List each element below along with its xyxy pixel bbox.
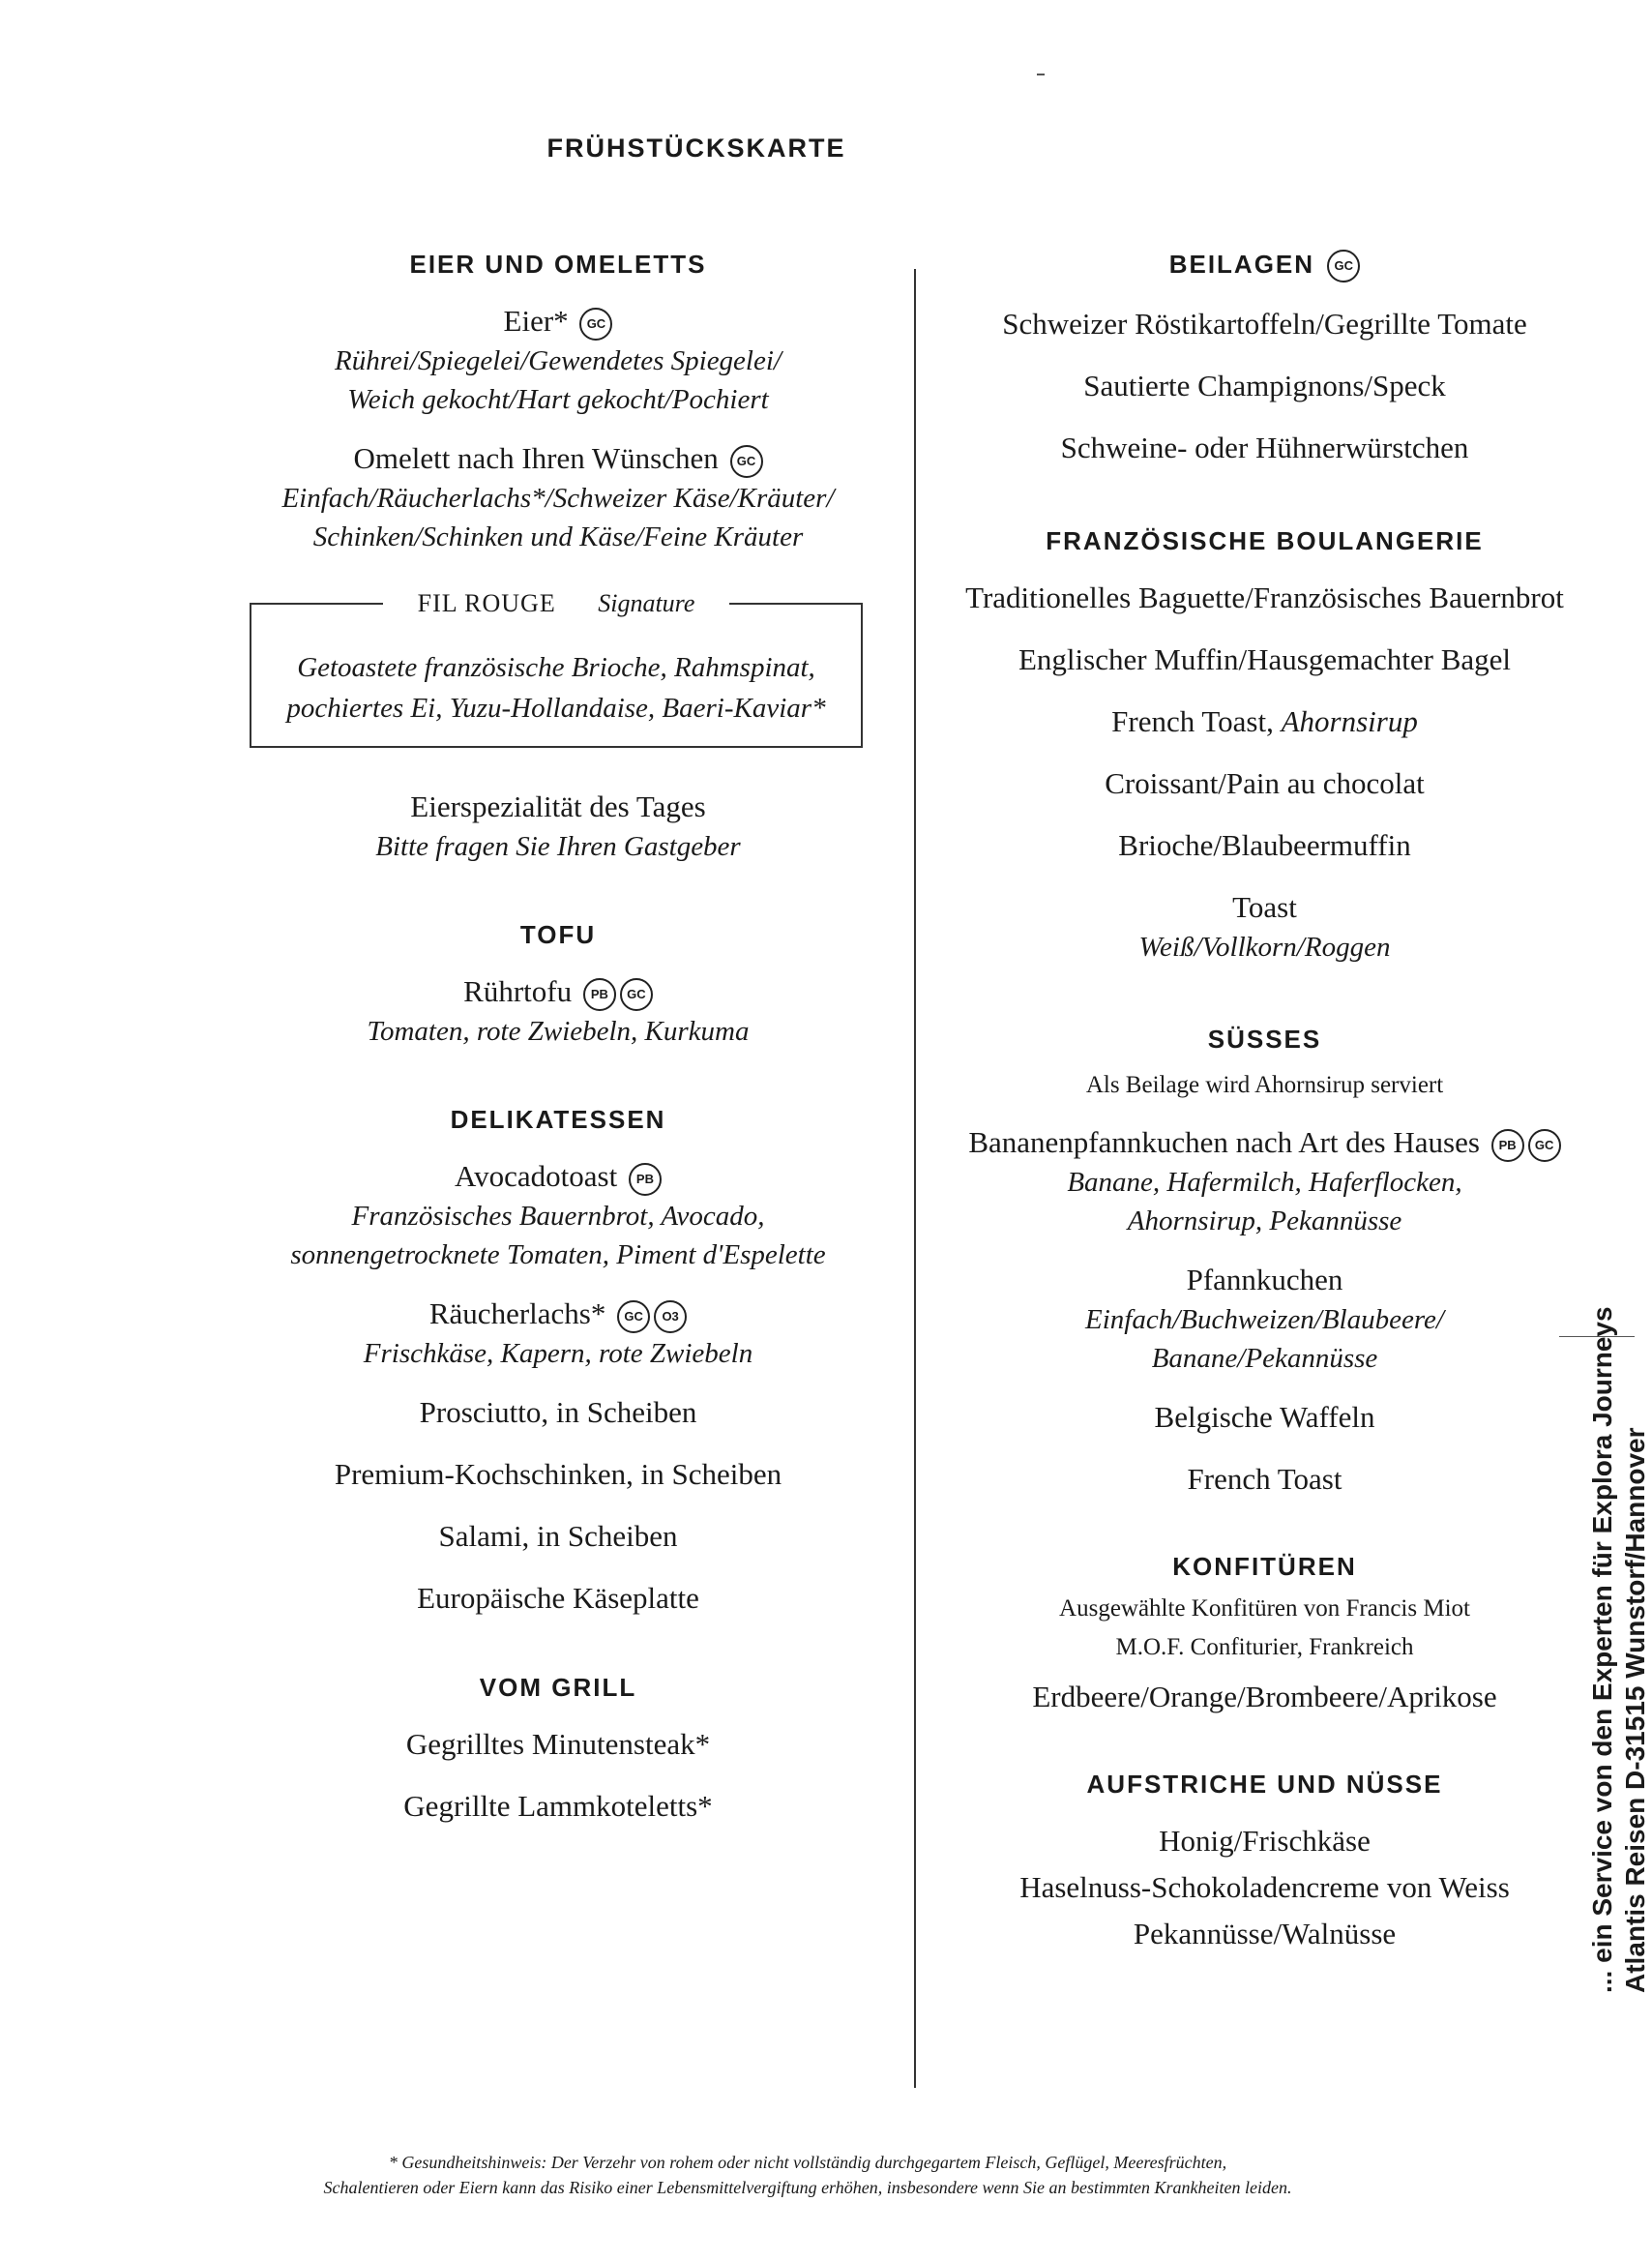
item-desc: Bitte fragen Sie Ihren Gastgeber	[375, 831, 741, 862]
item-desc: Weiß/Vollkorn/Roggen	[1138, 932, 1391, 963]
item-desc: Ahornsirup, Pekannüsse	[1127, 1205, 1402, 1236]
menu-item: Pekannüsse/Walnüsse	[1133, 1917, 1397, 1950]
section-grill	[215, 1673, 901, 1827]
health-notice	[193, 2150, 1422, 2200]
section-heading-sweets: SÜSSES	[1207, 1025, 1322, 1054]
item-name: Rührtofu	[463, 974, 573, 1008]
menu-item-eier	[215, 301, 901, 419]
item-desc: Einfach/Räucherlachs*/Schweizer Käse/Kräuter/	[281, 483, 835, 514]
signature-desc: Getoastete französische Brioche, Rahmspinat,	[297, 652, 815, 683]
signature-box	[250, 589, 863, 748]
section-bakery	[943, 526, 1586, 967]
column-divider	[914, 269, 916, 2088]
item-desc: Einfach/Buchweizen/Blaubeere/	[1085, 1304, 1444, 1335]
gc-badge-icon: GC	[1528, 1129, 1561, 1162]
section-subtitle: M.O.F. Confiturier, Frankreich	[1115, 1634, 1414, 1660]
item-desc: Schinken/Schinken und Käse/Feine Kräuter	[312, 521, 804, 552]
menu-item-eierspezialitaet	[215, 787, 901, 866]
menu-item-toast	[943, 887, 1586, 967]
menu-item-avocadotoast	[215, 1156, 901, 1274]
menu-item: Brioche/Blaubeermuffin	[1118, 828, 1411, 862]
menu-item: Belgische Waffeln	[1154, 1400, 1375, 1434]
pb-badge-icon: PB	[629, 1163, 662, 1196]
left-column	[215, 250, 901, 1894]
section-sides	[943, 250, 1586, 468]
signature-desc: pochiertes Ei, Yuzu-Hollandaise, Baeri-Kaviar*	[286, 693, 826, 724]
menu-item: Englischer Muffin/Hausgemachter Bagel	[1018, 642, 1512, 676]
menu-item-pfannkuchen	[943, 1260, 1586, 1378]
gc-badge-icon: GC	[1327, 250, 1360, 283]
menu-item-ruehrtofu	[215, 971, 901, 1051]
section-jams	[943, 1552, 1586, 1717]
section-sweets	[943, 1025, 1586, 1500]
section-subtitle: Als Beilage wird Ahornsirup serviert	[1085, 1072, 1444, 1098]
section-heading-spreads: AUFSTRICHE UND NÜSSE	[1086, 1770, 1443, 1799]
menu-item: Erdbeere/Orange/Brombeere/Aprikose	[1032, 1680, 1497, 1713]
page-title: FRÜHSTÜCKSKARTE	[546, 134, 846, 163]
menu-item: Salami, in Scheiben	[438, 1519, 678, 1553]
right-column	[943, 250, 1586, 2022]
dash-mark	[1037, 74, 1045, 75]
menu-item: Traditionelles Baguette/Französisches Bauernbrot	[965, 580, 1564, 614]
item-desc: Französisches Bauernbrot, Avocado,	[351, 1201, 765, 1232]
section-heading-grill: VOM GRILL	[479, 1673, 637, 1702]
menu-item-omelett	[215, 438, 901, 556]
section-heading-jams: KONFITÜREN	[1172, 1552, 1357, 1581]
section-spreads	[943, 1770, 1586, 1954]
menu-item: Prosciutto, in Scheiben	[419, 1395, 697, 1429]
section-heading-sides: BEILAGEN	[1168, 250, 1315, 279]
section-eggs	[215, 250, 901, 866]
menu-item: Haselnuss-Schokoladencreme von Weiss	[1019, 1870, 1510, 1904]
item-name: Omelett nach Ihren Wünschen	[353, 441, 719, 475]
side-note	[1586, 1306, 1650, 2005]
section-tofu	[215, 920, 901, 1051]
item-desc: Frischkäse, Kapern, rote Zwiebeln	[363, 1338, 753, 1369]
item-desc: Banane, Hafermilch, Haferflocken,	[1067, 1167, 1462, 1198]
item-desc: Rührei/Spiegelei/Gewendetes Spiegelei/	[335, 345, 782, 376]
item-desc: Tomaten, rote Zwiebeln, Kurkuma	[367, 1016, 750, 1047]
menu-item: Premium-Kochschinken, in Scheiben	[334, 1457, 782, 1491]
item-desc: sonnengetrocknete Tomaten, Piment d'Espelette	[290, 1239, 826, 1270]
item-name: Eierspezialität des Tages	[410, 789, 706, 823]
item-desc: Weich gekocht/Hart gekocht/Pochiert	[347, 384, 769, 415]
menu-item: Sautierte Champignons/Speck	[1083, 369, 1446, 402]
section-heading-eggs: EIER UND OMELETTS	[409, 250, 707, 279]
footer-line: Schalentieren oder Eiern kann das Risiko einer Lebensmittelvergiftung erhöhen, insbesondere wenn Sie an bestimmten Krankheiten leiden.	[323, 2178, 1292, 2197]
section-heading-bakery: FRANZÖSISCHE BOULANGERIE	[1046, 526, 1484, 555]
item-name: Eier*	[503, 304, 569, 338]
gc-badge-icon: GC	[730, 445, 763, 478]
pb-badge-icon: PB	[1491, 1129, 1524, 1162]
item-desc: Banane/Pekannüsse	[1151, 1343, 1378, 1374]
gc-badge-icon: GC	[579, 308, 612, 341]
menu-item: Gegrilltes Minutensteak*	[405, 1727, 711, 1761]
gc-badge-icon: GC	[620, 978, 653, 1011]
pb-badge-icon: PB	[583, 978, 616, 1011]
menu-item: Honig/Frischkäse	[1159, 1824, 1371, 1858]
menu-item-raeucherlachs	[215, 1294, 901, 1373]
footer-line: * Gesundheitshinweis: Der Verzehr von rohem oder nicht vollständig durchgegartem Fleisch, Geflügel, Meeresfrüchten,	[388, 2153, 1227, 2172]
menu-item-bananenpfannkuchen	[943, 1122, 1586, 1240]
menu-item: Schweizer Röstikartoffeln/Gegrillte Tomate	[1002, 307, 1527, 341]
menu-item-french-toast: French Toast, Ahornsirup	[1111, 704, 1418, 738]
menu-item: Gegrillte Lammkoteletts*	[403, 1789, 713, 1823]
menu-item: French Toast	[1187, 1462, 1342, 1496]
menu-item: Schweine- oder Hühnerwürstchen	[1060, 431, 1469, 464]
signature-label: FIL ROUGE Signature	[251, 589, 861, 618]
section-heading-tofu: TOFU	[519, 920, 597, 949]
item-name: Avocadotoast	[455, 1159, 618, 1193]
section-subtitle: Ausgewählte Konfitüren von Francis Miot	[1059, 1595, 1470, 1622]
menu-item: Europäische Käseplatte	[417, 1581, 699, 1615]
item-name: Pfannkuchen	[1186, 1263, 1343, 1296]
section-deli	[215, 1105, 901, 1619]
menu-item: Croissant/Pain au chocolat	[1105, 766, 1425, 800]
o3-badge-icon: O3	[654, 1300, 687, 1333]
item-name: Räucherlachs*	[428, 1296, 606, 1330]
item-name: Bananenpfannkuchen nach Art des Hauses	[968, 1125, 1480, 1159]
gc-badge-icon: GC	[617, 1300, 650, 1333]
item-name: Toast	[1232, 890, 1297, 924]
side-note-line: ... ein Service von den Experten für Explora Journeys	[1587, 1306, 1617, 1993]
side-note-line: Atlantis Reisen D-31515 Wunstorf/Hannover	[1620, 1427, 1650, 1993]
section-heading-deli: DELIKATESSEN	[450, 1105, 666, 1134]
